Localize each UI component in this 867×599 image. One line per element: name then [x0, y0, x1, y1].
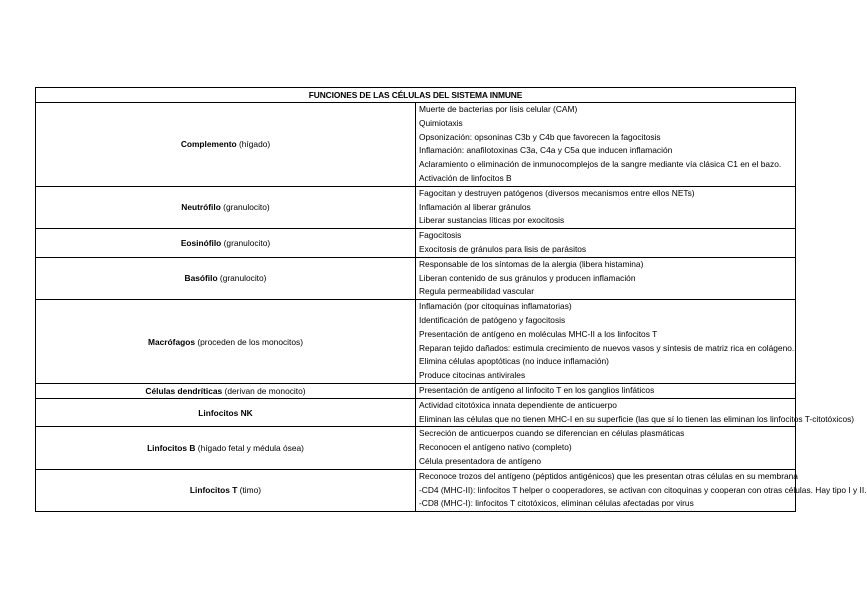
functions-cell [416, 229, 796, 258]
table-title: FUNCIONES DE LAS CÉLULAS DEL SISTEMA INMUNE [36, 88, 796, 103]
functions-cell [416, 300, 796, 384]
cell-type-name: Basófilo [184, 273, 218, 284]
cell-type-cell [36, 186, 416, 228]
function-line: Presentación de antígeno en moléculas MHC-II a los linfocitos T [419, 328, 658, 339]
cell-type-name: Eosinófilo [180, 237, 222, 248]
functions-cell [416, 257, 796, 299]
function-line: Liberar sustancias líticas por exocitosis [419, 215, 565, 226]
cell-type-name: Linfocitos NK [198, 407, 253, 418]
function-line: Inflamación: anafilotoxinas C3a, C4a y C5a que inducen inflamación [419, 145, 673, 156]
table-row [36, 229, 796, 258]
function-line: Eliminan las células que no tienen MHC-I en su superficie (las que sí lo tienen las eliminan los linfocitos T-citotóxicos) [419, 413, 855, 424]
cell-type-name: Células dendríticas [145, 385, 223, 396]
function-line: Activación de linfocitos B [419, 172, 512, 183]
table-row [36, 186, 796, 228]
function-line: Opsonización: opsoninas C3b y C4b que favorecen la fagocitosis [419, 131, 661, 142]
cell-type-name: Linfocitos B [147, 443, 196, 454]
cell-type-name: Complemento [180, 139, 237, 150]
function-line: -CD8 (MHC-I): linfocitos T citotóxicos, eliminan células afectadas por virus [419, 498, 694, 509]
table-row [36, 300, 796, 384]
table-header-row [36, 88, 796, 103]
table-row [36, 257, 796, 299]
function-line: Reconocen el antígeno nativo (completo) [419, 442, 572, 453]
table-row [36, 398, 796, 427]
function-line: Elimina células apoptóticas (no induce inflamación) [419, 356, 609, 367]
cell-type-cell [36, 469, 416, 511]
cell-type-note: (hígado) [236, 139, 271, 150]
cell-type-note: (granulocito) [220, 202, 270, 213]
function-line: Presentación de antígeno al linfocito T en los ganglios linfáticos [419, 384, 655, 395]
function-line: Identificación de patógeno y fagocitosis [419, 314, 566, 325]
cell-type-note: (timo) [237, 485, 262, 496]
function-line: Liberan contenido de sus gránulos y producen inflamación [419, 272, 636, 283]
functions-cell [416, 103, 796, 187]
cell-type-cell [36, 229, 416, 258]
function-line: Muerte de bacterias por lisis celular (CAM) [419, 104, 578, 114]
cell-type-cell [36, 257, 416, 299]
function-line: Secreción de anticuerpos cuando se diferencian en células plasmáticas [419, 428, 685, 439]
cell-type-cell [36, 103, 416, 187]
cell-type-cell [36, 300, 416, 384]
functions-cell [416, 383, 796, 398]
function-line: Fagocitosis [419, 230, 462, 241]
cell-type-name: Linfocitos T [189, 485, 238, 496]
cell-type-note: (hígado fetal y médula ósea) [195, 443, 304, 454]
table-body [36, 103, 867, 512]
table-row [36, 469, 796, 511]
function-line: Exocitosis de gránulos para lisis de parásitos [419, 243, 587, 254]
immune-cells-table [35, 87, 867, 512]
function-line: Reconoce trozos del antígeno (péptidos antigénicos) que les presentan otras células en su membrana [419, 470, 798, 481]
cell-type-note: (granulocito) [217, 273, 267, 284]
cell-type-note: (proceden de los monocitos) [195, 336, 303, 347]
function-line: Regula permeabilidad vascular [419, 286, 534, 297]
table-row [36, 103, 796, 187]
function-line: Fagocitan y destruyen patógenos (diversos mecanismos entre ellos NETs) [419, 187, 695, 198]
function-line: Inflamación al liberar gránulos [419, 201, 531, 212]
functions-cell [416, 398, 855, 427]
cell-type-note: (derivan de monocito) [222, 385, 306, 396]
cell-type-cell [36, 383, 416, 398]
function-line: -CD4 (MHC-II): linfocitos T helper o cooperadores, se activan con citoquinas y cooperan con otras células. Hay tipo I y II. [419, 484, 867, 495]
cell-type-note: (granulocito) [221, 237, 271, 248]
cell-type-cell [36, 427, 416, 469]
function-line: Quimiotaxis [419, 117, 463, 128]
function-line: Aclaramiento o eliminación de inmunocomplejos de la sangre mediante vía clásica C1 en el bazo. [419, 159, 782, 170]
cell-type-cell [36, 398, 416, 427]
functions-cell [416, 469, 867, 511]
function-line: Reparan tejido dañados: estimula crecimiento de nuevos vasos y síntesis de matriz rica en colágeno. [419, 342, 795, 353]
function-line: Responsable de los síntomas de la alergia (libera histamina) [419, 258, 644, 269]
table-row [36, 427, 796, 469]
functions-cell [416, 186, 796, 228]
table-row [36, 383, 796, 398]
function-line: Produce citocinas antivirales [419, 370, 526, 381]
cell-type-name: Neutrófilo [181, 202, 221, 213]
cell-type-name: Macrófagos [147, 336, 195, 347]
function-line: Inflamación (por citoquinas inflamatorias) [419, 301, 572, 312]
function-line: Célula presentadora de antígeno [419, 455, 541, 466]
functions-cell [416, 427, 796, 469]
function-line: Actividad citotóxica innata dependiente de anticuerpo [419, 399, 617, 410]
